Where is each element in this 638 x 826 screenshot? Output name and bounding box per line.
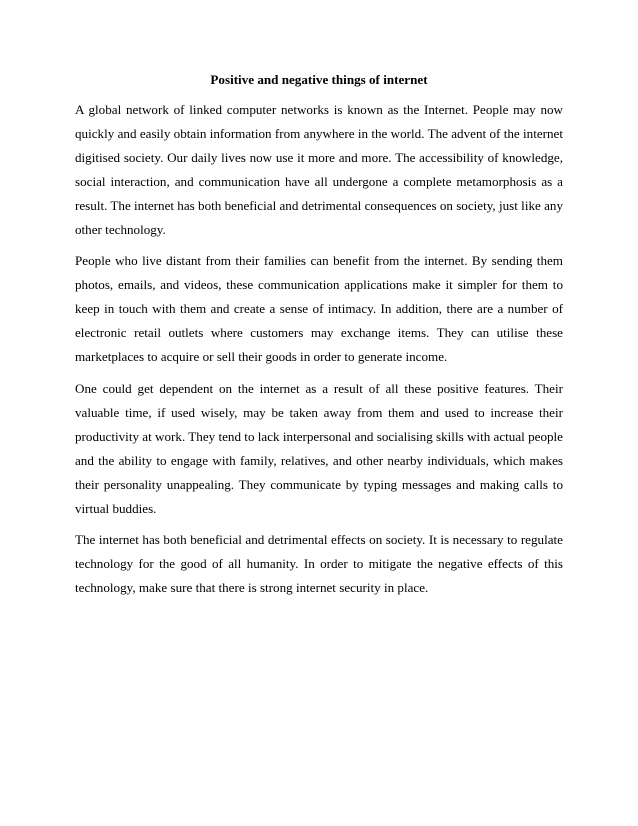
paragraph-conclusion: The internet has both beneficial and detrimental effects on society. It is necessary to regulate technology for the good of all humanity. In order to mitigate the negative effects of this technology, make sure that there is strong internet security in place. xyxy=(75,532,563,596)
paragraph-introduction: A global network of linked computer networks is known as the Internet. People may now quickly and easily obtain information from anywhere in the world. The advent of the internet digitised society. Our daily lives now use it more and more. The accessibility of knowledge, social interaction, and communication have all undergone a complete metamorphosis as a result. The internet has both beneficial and detrimental consequences on society, just like any other technology. xyxy=(75,102,563,237)
paragraph-drawbacks: One could get dependent on the internet as a result of all these positive features. Their valuable time, if used wisely, may be taken away from them and used to increase their productivity at work. They tend to lack interpersonal and socialising skills with actual people and the ability to engage with family, relatives, and other nearby individuals, which makes their personality unappealing. They communicate by typing messages and making calls to virtual buddies. xyxy=(75,380,563,516)
paragraph-benefits: People who live distant from their families can benefit from the internet. By sending them photos, emails, and videos, these communication applications make it simpler for them to keep in touch with them and create a sense of intimacy. In addition, there are a number of electronic retail outlets where customers may exchange items. They can utilise these marketplaces to acquire or sell their goods in order to generate income. xyxy=(75,253,563,365)
document-body xyxy=(75,70,563,608)
document-title: Positive and negative things of internet xyxy=(210,72,428,87)
